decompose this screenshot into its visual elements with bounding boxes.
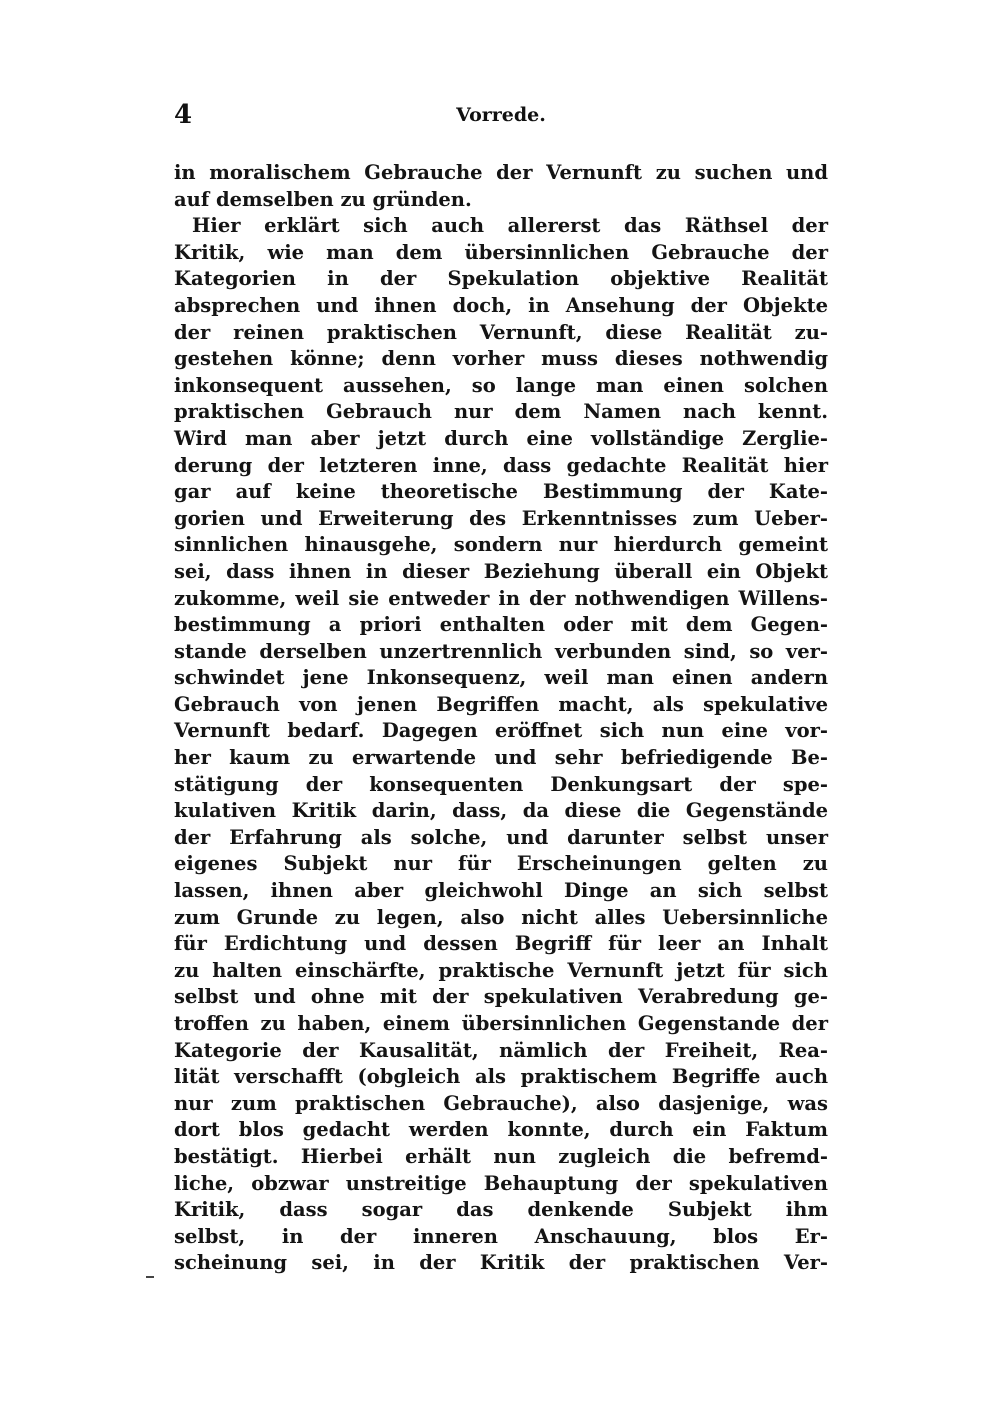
- text-line: zu halten einschärfte, praktische Vernunft jetzt für sich: [174, 958, 828, 982]
- text-line: gestehen könne; denn vorher muss dieses nothwendig: [174, 347, 828, 371]
- text-line: kulativen Kritik darin, dass, da diese die Gegenstände: [174, 799, 828, 823]
- text-line: liche, obzwar unstreitige Behauptung der spekulativen: [174, 1171, 828, 1195]
- text-line: gar auf keine theoretische Bestimmung der Kate-: [174, 480, 828, 504]
- text-line: Wird man aber jetzt durch eine vollständige Zerglie-: [174, 426, 828, 450]
- text-line: der Erfahrung als solche, und darunter selbst unser: [174, 825, 828, 849]
- body-text: [174, 160, 828, 1277]
- text-line: in moralischem Gebrauche der Vernunft zu suchen und: [174, 161, 828, 184]
- text-line: inkonsequent aussehen, so lange man einen solchen: [174, 373, 828, 397]
- running-title: Vorrede.: [456, 104, 546, 126]
- text-line: Kategorien in der Spekulation objektive Realität: [174, 267, 828, 291]
- text-line: scheinung sei, in der Kritik der praktischen Ver-: [174, 1251, 828, 1275]
- text-line: sinnlichen hinausgehe, sondern nur hierdurch gemeint: [174, 533, 828, 557]
- text-line: derung der letzteren inne, dass gedachte Realität hier: [174, 453, 828, 477]
- text-line: dort blos gedacht werden konnte, durch ein Faktum: [174, 1118, 828, 1142]
- text-line: bestimmung a priori enthalten oder mit dem Gegen-: [174, 613, 828, 637]
- text-line: zum Grunde zu legen, also nicht alles Uebersinnliche: [174, 905, 828, 929]
- text-line: lassen, ihnen aber gleichwohl Dinge an sich selbst: [174, 879, 828, 903]
- text-line: schwindet jene Inkonsequenz, weil man einen andern: [174, 666, 828, 690]
- text-line: für Erdichtung und dessen Begriff für leer an Inhalt: [174, 932, 828, 956]
- page-number: 4: [174, 100, 193, 130]
- text-line: Kategorie der Kausalität, nämlich der Freiheit, Rea-: [174, 1038, 828, 1062]
- page-header: [174, 100, 828, 134]
- text-line: selbst, in der inneren Anschauung, blos Er-: [174, 1224, 828, 1248]
- text-line: stätigung der konsequenten Denkungsart der spe-: [174, 772, 828, 796]
- text-line: troffen zu haben, einem übersinnlichen Gegenstande der: [174, 1012, 828, 1035]
- text-line: praktischen Gebrauch nur dem Namen nach kennt.: [174, 400, 828, 424]
- text-line: lität verschafft (obgleich als praktischem Begriffe auch: [174, 1065, 828, 1089]
- text-line: Kritik, dass sogar das denkende Subjekt ihm: [174, 1198, 828, 1222]
- text-line: Hier erklärt sich auch allererst das Räthsel der: [192, 214, 828, 238]
- text-line: stande derselben unzertrennlich verbunden sind, so ver-: [174, 639, 828, 663]
- text-line: Vernunft bedarf. Dagegen eröffnet sich nun eine vor-: [174, 719, 828, 743]
- text-line: Gebrauch von jenen Begriffen macht, als spekulative: [174, 692, 828, 716]
- text-line: sei, dass ihnen in dieser Beziehung überall ein Objekt: [174, 559, 828, 583]
- text-line: eigenes Subjekt nur für Erscheinungen gelten zu: [174, 852, 828, 876]
- text-line: selbst und ohne mit der spekulativen Verabredung ge-: [174, 985, 828, 1009]
- text-line: her kaum zu erwartende und sehr befriedigende Be-: [174, 746, 828, 770]
- text-line: zukomme, weil sie entweder in der nothwendigen Willens-: [174, 586, 828, 610]
- text-line: der reinen praktischen Vernunft, diese Realität zu-: [174, 320, 828, 344]
- margin-mark: [146, 1276, 154, 1278]
- text-line: Kritik, wie man dem übersinnlichen Gebrauche der: [174, 240, 828, 264]
- text-line: auf demselben zu gründen.: [174, 187, 472, 211]
- text-line: bestätigt. Hierbei erhält nun zugleich die befremd-: [174, 1144, 828, 1168]
- text-line: gorien und Erweiterung des Erkenntnisses zum Ueber-: [174, 506, 828, 530]
- text-line: absprechen und ihnen doch, in Ansehung der Objekte: [174, 293, 828, 317]
- text-line: nur zum praktischen Gebrauche), also dasjenige, was: [174, 1091, 828, 1115]
